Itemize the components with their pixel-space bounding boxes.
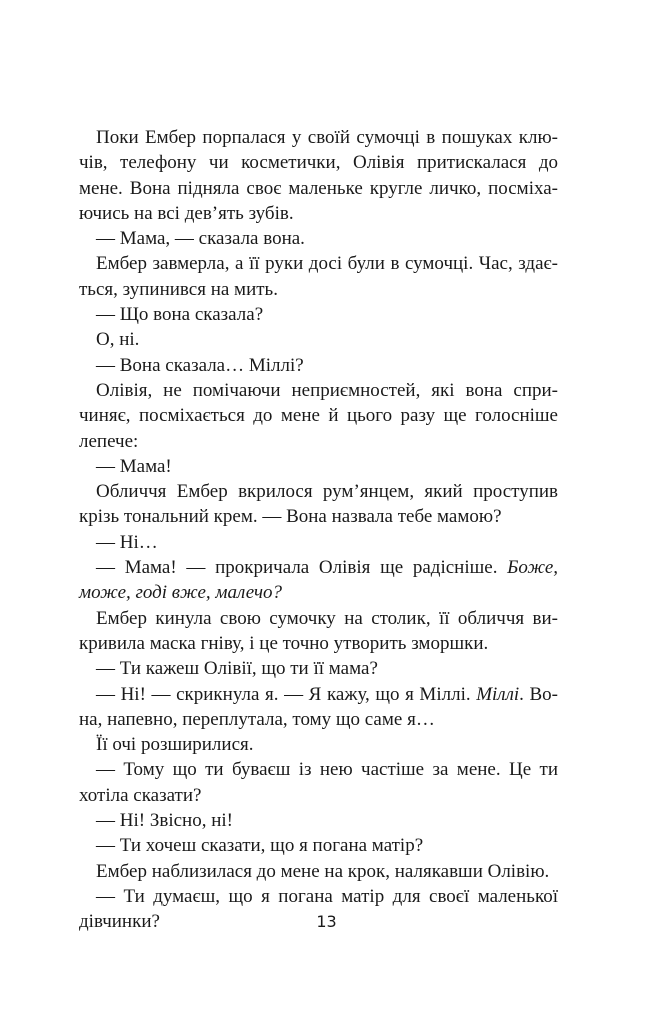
text-line: О, ні. — [96, 329, 140, 351]
italic-text: Боже, — [507, 557, 558, 579]
page-body — [79, 125, 559, 935]
text-line: Обличчя Ембер вкрилося рум’янцем, який проступив — [96, 481, 558, 503]
text-line: — Мама, — сказала вона. — [96, 228, 305, 250]
text-line: — Ти хочеш сказати, що я погана матір? — [96, 835, 424, 857]
text-line: кривила маска гніву, і це точно утворить зморшки. — [79, 632, 489, 654]
text-line: Поки Ембер порпалася у своїй сумочці в пошуках клю- — [96, 127, 558, 148]
text-line: — Що вона сказала? — [96, 304, 264, 326]
text-fragment: — Мама! — прокричала Олівія ще радісніше. — [96, 557, 508, 579]
text-line: Ембер наблизилася до мене на крок, налякавши Олівію. — [96, 860, 550, 882]
text-line: Ембер кинула свою сумочку на столик, її обличчя ви- — [96, 607, 558, 629]
text-line: крізь тональний крем. — Вона назвала тебе мамою? — [79, 506, 502, 528]
text-line — [96, 555, 558, 580]
text-line: Її очі розширилися. — [96, 734, 254, 756]
text-line: — Мама! — [96, 455, 172, 477]
text-line: — Ні! Звісно, ні! — [96, 810, 233, 832]
text-line: чів, телефону чи косметички, Олівія притискалася до — [79, 152, 558, 174]
text-line: ючись на всі дев’ять зубів. — [79, 202, 294, 224]
text-line: ться, зупинився на мить. — [79, 278, 278, 300]
text-line: — Тому що ти буваєш із нею частіше за мене. Це ти — [96, 759, 558, 781]
text-line — [96, 682, 558, 707]
text-fragment: . Во- — [519, 683, 559, 705]
text-line: лепече: — [79, 430, 139, 452]
text-line: дівчинки? — [79, 911, 160, 933]
text-line: — Вона сказала… Міллі? — [96, 354, 304, 376]
text-line: Ембер завмерла, а її руки досі були в сумочці. Час, здає- — [96, 253, 558, 275]
italic-text: може, годі вже, малечо? — [79, 582, 283, 604]
text-line: Олівія, не помічаючи неприємностей, які вона спри- — [96, 379, 558, 401]
text-line: чиняє, посміхається до мене й цього разу ще голосніше — [79, 405, 558, 427]
text-line — [79, 580, 558, 605]
text-line: — Ти думаєш, що я погана матір для своєї маленької — [96, 885, 558, 907]
text-line: на, напевно, переплутала, тому що саме я… — [79, 708, 435, 730]
text-line: — Ні… — [96, 531, 158, 553]
italic-text: Міллі — [476, 683, 520, 705]
text-line: хотіла сказати? — [79, 784, 202, 806]
text-fragment: — Ні! — скрикнула я. — Я кажу, що я Міллі. — [96, 683, 477, 705]
page-number: 13 — [316, 912, 337, 931]
text-line: мене. Вона підняла своє маленьке кругле личко, посміха- — [79, 177, 558, 199]
text-line: — Ти кажеш Олівії, що ти її мама? — [96, 658, 378, 680]
